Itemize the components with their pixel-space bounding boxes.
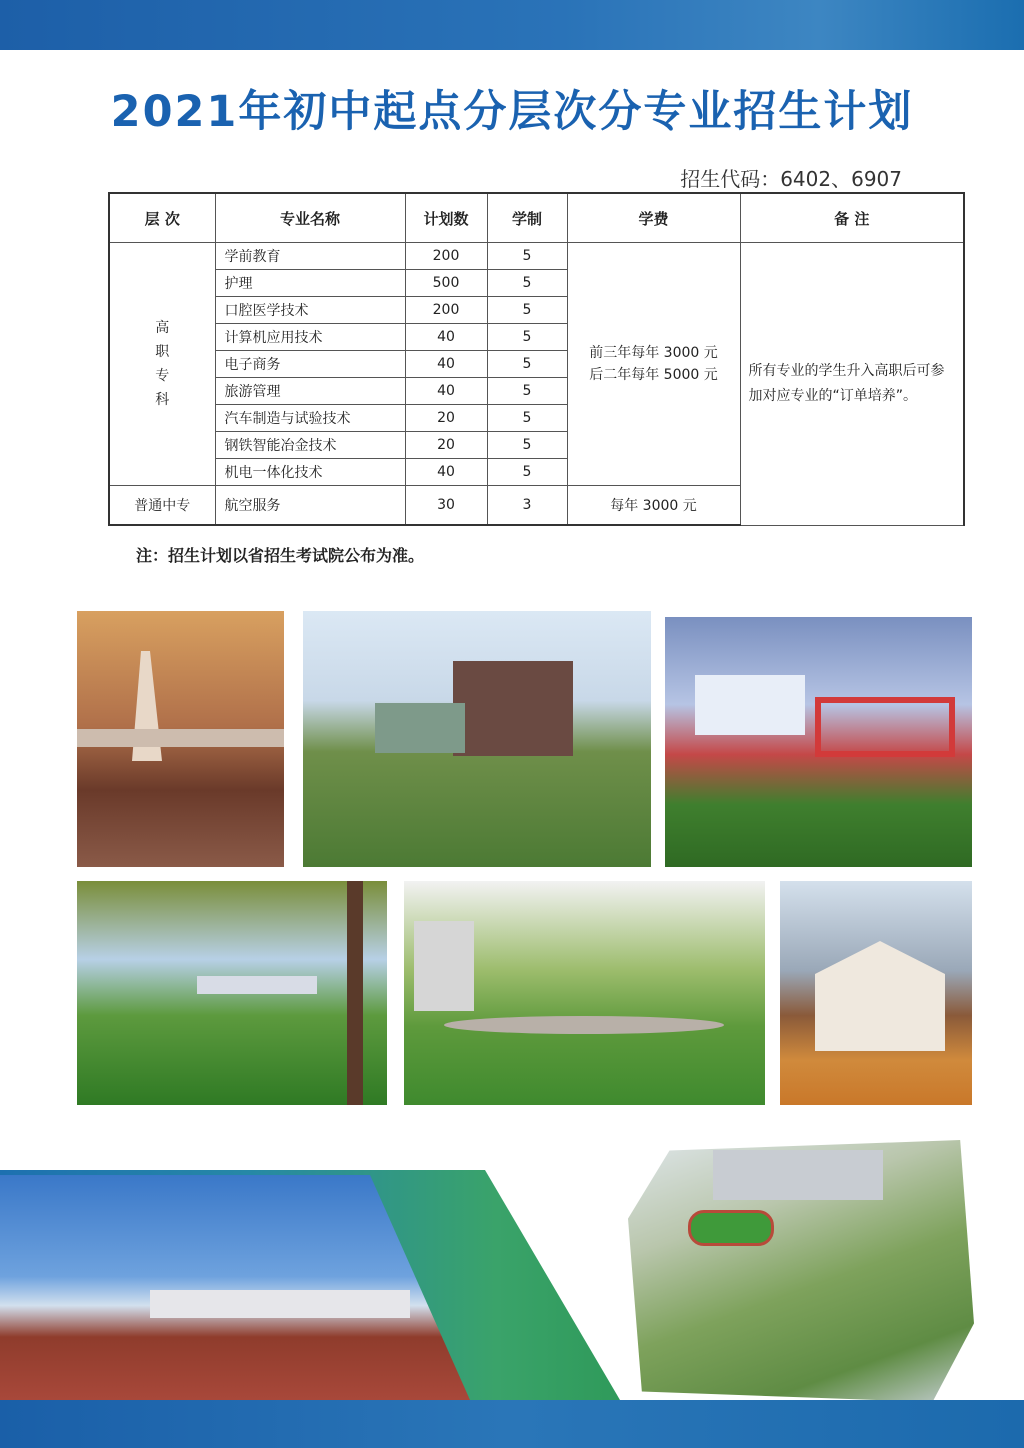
- remark-cell: 所有专业的学生升入高职后可参加对应专业的“订单培养”。: [740, 243, 964, 526]
- header-level: 层 次: [109, 193, 215, 243]
- plan-cell: 500: [405, 270, 487, 297]
- major-cell: 航空服务: [215, 486, 405, 526]
- header-duration: 学制: [487, 193, 567, 243]
- major-cell: 口腔医学技术: [215, 297, 405, 324]
- enrollment-plan-table: [108, 192, 965, 526]
- building-shape: [815, 941, 945, 1051]
- building-shape: [695, 675, 805, 735]
- photo-trees-lawn: [77, 881, 387, 1105]
- building-shape: [150, 1290, 410, 1318]
- duration-cell: 5: [487, 351, 567, 378]
- photo-playground-flowers: [665, 617, 972, 867]
- photo-campus-aerial-render: [628, 1140, 974, 1402]
- plan-cell: 40: [405, 378, 487, 405]
- header-fee: 学费: [567, 193, 740, 243]
- tree-trunk-shape: [347, 881, 363, 1105]
- major-cell: 计算机应用技术: [215, 324, 405, 351]
- level-cell-vocational: [109, 243, 215, 486]
- building-shape: [197, 976, 317, 994]
- greenhouse-shape: [375, 703, 465, 753]
- fee-cell-vocational: [567, 243, 740, 486]
- header-major: 专业名称: [215, 193, 405, 243]
- major-cell: 电子商务: [215, 351, 405, 378]
- plan-cell: 30: [405, 486, 487, 526]
- level-cell-secondary: 普通中专: [109, 486, 215, 526]
- plan-cell: 40: [405, 351, 487, 378]
- path-shape: [444, 1016, 724, 1034]
- photo-campus-path: [404, 881, 765, 1105]
- level-label-vocational: 高职专科: [155, 320, 170, 408]
- duration-cell: 3: [487, 486, 567, 526]
- sports-field-shape: [688, 1210, 774, 1246]
- table-row: [109, 243, 964, 270]
- header-remark: 备 注: [740, 193, 964, 243]
- photo-tudor-building: [780, 881, 972, 1105]
- stadium-roof-shape: [713, 1150, 883, 1200]
- major-cell: 机电一体化技术: [215, 459, 405, 486]
- major-cell: 旅游管理: [215, 378, 405, 405]
- photo-campus-building: [303, 611, 651, 867]
- plan-cell: 40: [405, 324, 487, 351]
- enroll-code: 招生代码：6402、6907: [680, 167, 902, 191]
- fee-line-1: 前三年每年 3000 元: [589, 345, 718, 361]
- major-cell: 学前教育: [215, 243, 405, 270]
- plan-cell: 200: [405, 297, 487, 324]
- major-cell: 钢铁智能冶金技术: [215, 432, 405, 459]
- duration-cell: 5: [487, 405, 567, 432]
- duration-cell: 5: [487, 297, 567, 324]
- table-header-row: [109, 193, 964, 243]
- fee-cell-secondary: 每年 3000 元: [567, 486, 740, 526]
- major-cell: 汽车制造与试验技术: [215, 405, 405, 432]
- major-cell: 护理: [215, 270, 405, 297]
- duration-cell: 5: [487, 432, 567, 459]
- plan-cell: 20: [405, 405, 487, 432]
- playground-frame-shape: [815, 697, 955, 757]
- duration-cell: 5: [487, 378, 567, 405]
- bottom-banner: [0, 1400, 1024, 1448]
- page-title: 2021年初中起点分层次分专业招生计划: [110, 87, 914, 137]
- footnote: 注：招生计划以省招生考试院公布为准。: [136, 546, 425, 565]
- plan-cell: 20: [405, 432, 487, 459]
- duration-cell: 5: [487, 270, 567, 297]
- fee-line-2: 后二年每年 5000 元: [589, 367, 718, 383]
- plan-cell: 40: [405, 459, 487, 486]
- duration-cell: 5: [487, 243, 567, 270]
- duration-cell: 5: [487, 459, 567, 486]
- duration-cell: 5: [487, 324, 567, 351]
- building-shape: [414, 921, 474, 1011]
- header-plan: 计划数: [405, 193, 487, 243]
- photo-airplane-sunset: [77, 611, 284, 867]
- airplane-wing-shape: [77, 729, 284, 747]
- building-shape: [453, 661, 573, 756]
- plan-cell: 200: [405, 243, 487, 270]
- top-banner: [0, 0, 1024, 50]
